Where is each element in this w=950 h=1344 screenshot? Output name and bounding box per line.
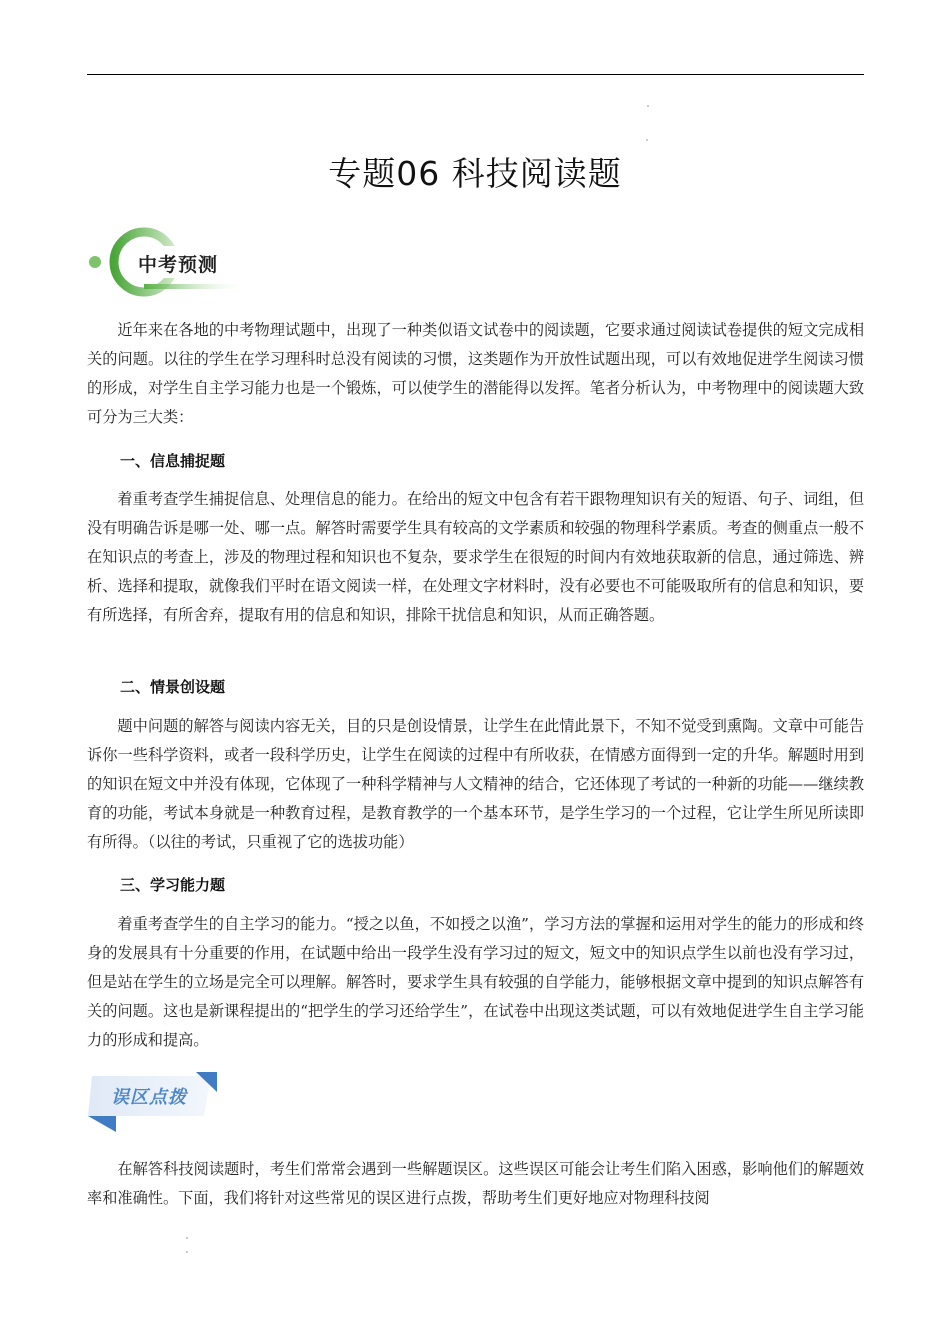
closing-paragraph: 在解答科技阅读题时，考生们常常会遇到一些解题误区。这些误区可能会让考生们陷入困惑，影响他们的解题效率和准确性。下面，我们将针对这些常见的误区进行点拨，帮助考生们更好地应对物理科技阅: [87, 1160, 864, 1207]
section-body: 着重考查学生捕捉信息、处理信息的能力。在给出的短文中包含有若干跟物理知识有关的短语、句子、词组，但没有明确告诉是哪一处、哪一点。解答时需要学生具有较高的文学素质和较强的物理科学素质。考查的侧重点一般不在知识点的考查上，涉及的物理过程和知识也不复杂，要求学生在很短的时间内有效地获取新的信息，通过筛选、辨析、选择和提取，就像我们平时在语文阅读一样，在处理文字材料时，没有必要也不可能吸取所有的信息和知识，要有所选择，有所舍弃，提取有用的信息和知识，排除干扰信息和知识，从而正确答题。: [87, 490, 864, 624]
scan-dot: [186, 1251, 188, 1253]
section-heading: 三、学习能力题: [120, 876, 226, 894]
section-body: 着重考查学生的自主学习的能力。“授之以鱼，不如授之以渔”，学习方法的掌握和运用对学生的能力的形成和终身的发展具有十分重要的作用，在试题中给出一段学生没有学习过的短文，短文中的知识点学生以前也没有学习过，但是站在学生的立场是完全可以理解。解答时，要求学生具有较强的自学能力，能够根据文章中提到的知识点解答有关的问题。这也是新课程提出的“把学生的学习还给学生”，在试卷中出现这类试题，可以有效地促进学生自主学习能力的形成和提高。: [87, 915, 864, 1049]
scan-dot: [646, 139, 648, 141]
header-rule: [87, 74, 864, 75]
section-body: 题中问题的解答与阅读内容无关，目的只是创设情景，让学生在此情此景下，不知不觉受到熏陶。文章中可能告诉你一些科学资料，或者一段科学历史，让学生在阅读的过程中有所收获，在情感方面得到一定的升华。解题时用到的知识在短文中并没有体现，它体现了一种科学精神与人文精神的结合，它还体现了考试的一种新的功能——继续教育的功能，考试本身就是一种教育过程，是教育教学的一个基本环节，是学生学习的一个过程，它让学生所见所读即有所得。（以往的考试，只重视了它的选拔功能）: [87, 717, 864, 851]
page-title: 专题06 科技阅读题: [328, 154, 622, 193]
section-heading: 二、情景创设题: [120, 678, 226, 696]
section-heading: 一、信息捕捉题: [120, 452, 226, 470]
scan-dot: [647, 105, 649, 107]
forecast-badge-label: 中考预测: [138, 254, 219, 276]
scan-dot: [186, 1237, 188, 1239]
intro-paragraph: 近年来在各地的中考物理试题中，出现了一种类似语文试卷中的阅读题，它要求通过阅读试卷提供的短文完成相关的问题。以往的学生在学习理科时总没有阅读的习惯，这类题作为开放性试题出现，可以有效地促进学生阅读习惯的形成，对学生自主学习能力也是一个锻炼，可以使学生的潜能得以发挥。笔者分析认为，中考物理中的阅读题大致可分为三大类：: [87, 321, 864, 426]
misconception-badge-label: 误区点拨: [111, 1087, 187, 1108]
